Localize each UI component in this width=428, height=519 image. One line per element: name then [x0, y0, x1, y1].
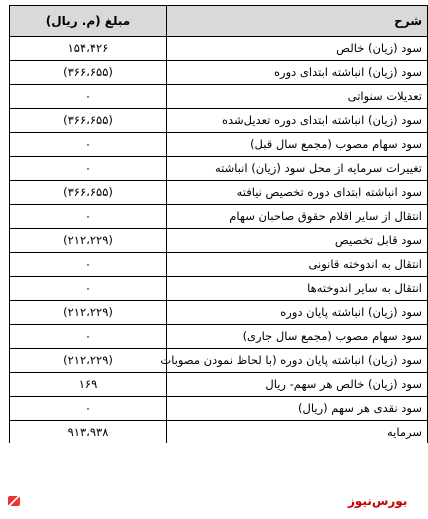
row-amount: ۰: [10, 253, 167, 277]
row-description: سود قابل تخصیص: [167, 229, 428, 253]
table-row: [10, 109, 428, 133]
table-row: [10, 61, 428, 85]
row-description: انتقال به سایر اندوخته‌ها: [167, 277, 428, 301]
row-description: سود انباشته ابتدای دوره تخصیص نیافته: [167, 181, 428, 205]
table-row: [10, 229, 428, 253]
table-row: [10, 253, 428, 277]
table-row: [10, 205, 428, 229]
row-description: سود نقدی هر سهم (ریال): [167, 397, 428, 421]
row-amount: ۱۵۴،۴۲۶: [10, 37, 167, 61]
row-description: انتقال از سایر اقلام حقوق صاحبان سهام: [167, 205, 428, 229]
table-row: [10, 133, 428, 157]
row-description: سود سهام مصوب (مجمع سال قبل): [167, 133, 428, 157]
row-amount: ۰: [10, 133, 167, 157]
description-column-header: شرح: [167, 6, 428, 37]
row-amount: (۳۶۶،۶۵۵): [10, 181, 167, 205]
table-row: [10, 373, 428, 397]
amount-column-header: مبلغ (م. ریال): [10, 6, 167, 37]
row-description: تغییرات سرمایه از محل سود (زیان) انباشته: [167, 157, 428, 181]
row-description: تعدیلات سنواتی: [167, 85, 428, 109]
row-amount: (۲۱۲،۲۲۹): [10, 301, 167, 325]
row-amount: ۰: [10, 277, 167, 301]
row-description: انتقال به اندوخته قانونی: [167, 253, 428, 277]
row-amount: ۹۱۳،۹۳۸: [10, 421, 167, 444]
financial-table: [9, 5, 428, 443]
table-row: [10, 349, 428, 373]
table-row: [10, 301, 428, 325]
row-amount: ۰: [10, 85, 167, 109]
row-amount: (۲۱۲،۲۲۹): [10, 229, 167, 253]
table-row: [10, 277, 428, 301]
row-description: سود (زیان) انباشته ابتدای دوره: [167, 61, 428, 85]
table-row: [10, 421, 428, 444]
row-description: سود (زیان) خالص هر سهم- ریال: [167, 373, 428, 397]
row-amount: ۱۶۹: [10, 373, 167, 397]
row-description: سود سهام مصوب (مجمع سال جاری): [167, 325, 428, 349]
table-row: [10, 181, 428, 205]
row-amount: (۳۶۶،۶۵۵): [10, 61, 167, 85]
table-row: [10, 397, 428, 421]
table-row: [10, 157, 428, 181]
row-amount: ۰: [10, 397, 167, 421]
row-amount: ۰: [10, 325, 167, 349]
table-row: [10, 85, 428, 109]
row-amount: ۰: [10, 157, 167, 181]
row-description: سود (زیان) انباشته پایان دوره: [167, 301, 428, 325]
row-amount: (۳۶۶،۶۵۵): [10, 109, 167, 133]
watermark-text: بورس‌نیوز: [348, 494, 408, 508]
table-row: [10, 37, 428, 61]
table-row: [10, 325, 428, 349]
boursenews-logo-icon: [8, 496, 20, 506]
row-amount: (۲۱۲،۲۲۹): [10, 349, 167, 373]
row-description: سود (زیان) خالص: [167, 37, 428, 61]
row-description: سود (زیان) انباشته ابتدای دوره تعدیل‌شده: [167, 109, 428, 133]
row-description: سرمایه: [167, 421, 428, 444]
table-header-row: [10, 6, 428, 37]
row-amount: ۰: [10, 205, 167, 229]
row-description: سود (زیان) انباشته پایان دوره (با لحاظ نمودن مصوبات: [167, 349, 428, 373]
